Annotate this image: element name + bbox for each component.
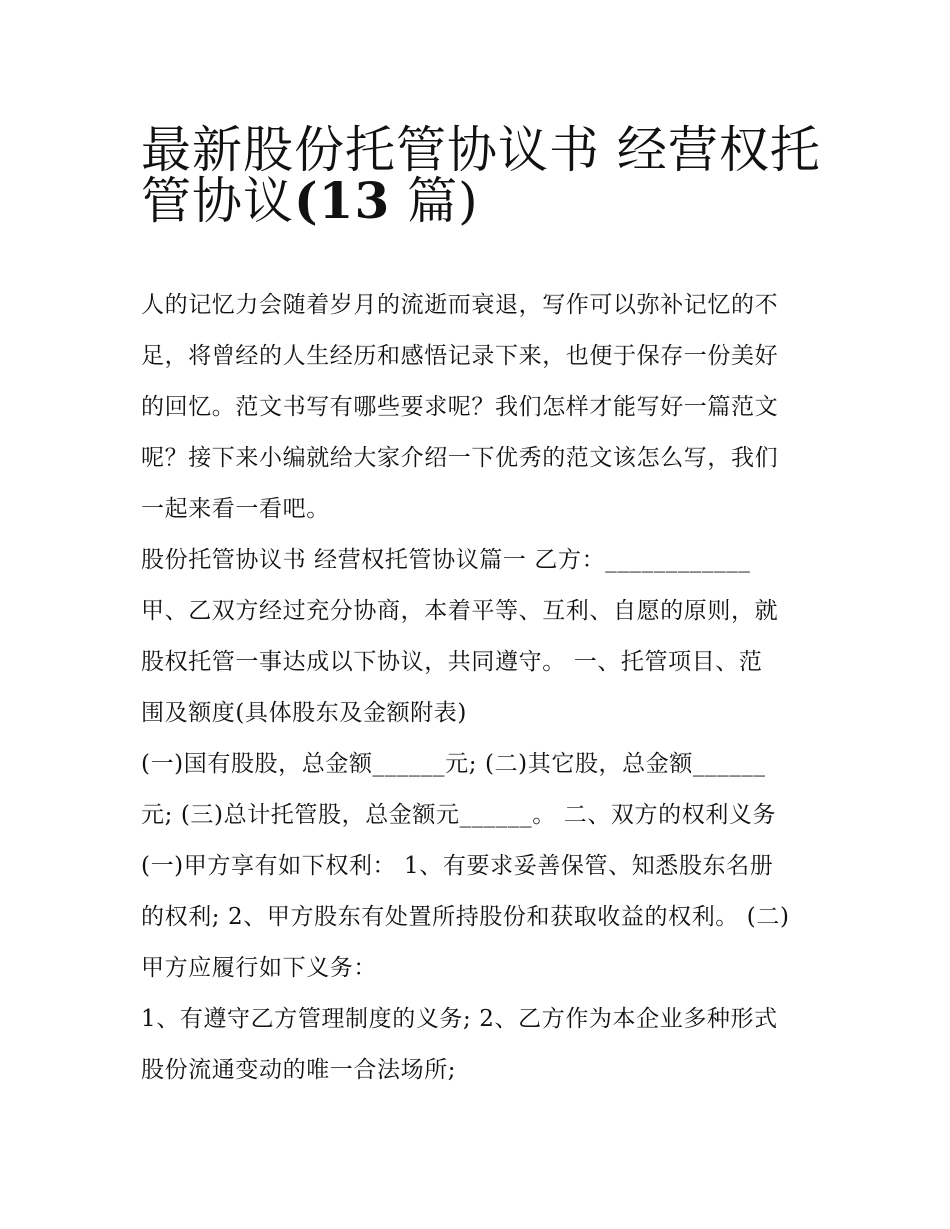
- body-line: 围及额度(具体股东及金额附表): [141, 700, 467, 726]
- body-line: (一)甲方享有如下权利： 1、有要求妥善保管、知悉股东名册: [141, 853, 774, 879]
- body-line: 人的记忆力会随着岁月的流逝而衰退，写作可以弥补记忆的不: [141, 292, 779, 318]
- body-line: 甲、乙双方经过充分协商，本着平等、互利、自愿的原则，就: [141, 598, 779, 624]
- document-title: [141, 112, 821, 230]
- title-line-2-prefix: 管协议: [141, 172, 294, 230]
- title-line-1: 最新股份托管协议书 经营权托: [141, 121, 821, 179]
- paragraph-party-a-obligations: [141, 994, 813, 1096]
- body-line: 的回忆。范文书写有哪些要求呢？我们怎样才能写好一篇范文: [141, 394, 779, 420]
- title-count: (13: [294, 171, 391, 230]
- body-line: 甲方应履行如下义务：: [141, 955, 377, 981]
- body-line: (一)国有股股，总金额______元; (二)其它股，总金额______: [141, 751, 766, 777]
- body-line: 的权利; 2、甲方股东有处置所持股份和获取收益的权利。 (二): [141, 904, 790, 930]
- body-line: 股份托管协议书 经营权托管协议篇一 乙方：____________: [141, 547, 751, 573]
- paragraph-agreement-intro: [141, 586, 813, 739]
- body-line: 一起来看一看吧。: [141, 496, 330, 522]
- paragraph-party-a-rights: [141, 841, 813, 994]
- body-line: 1、有遵守乙方管理制度的义务; 2、乙方作为本企业多种形式: [141, 1006, 778, 1032]
- document-body: [141, 280, 813, 1096]
- body-line: 足，将曾经的人生经历和感悟记录下来，也便于保存一份美好: [141, 343, 779, 369]
- body-line: 股权托管一事达成以下协议，共同遵守。 一、托管项目、范: [141, 649, 763, 675]
- body-line: 元; (三)总计托管股，总金额元______。 二、双方的权利义务: [141, 802, 777, 828]
- title-line-2-suffix: 篇): [390, 172, 479, 230]
- paragraph-intro: [141, 280, 813, 535]
- body-line: 呢？接下来小编就给大家介绍一下优秀的范文该怎么写，我们: [141, 445, 779, 471]
- paragraph-share-amounts: [141, 739, 813, 841]
- paragraph-section-heading: [141, 535, 813, 586]
- body-line: 股份流通变动的唯一合法场所;: [141, 1057, 457, 1083]
